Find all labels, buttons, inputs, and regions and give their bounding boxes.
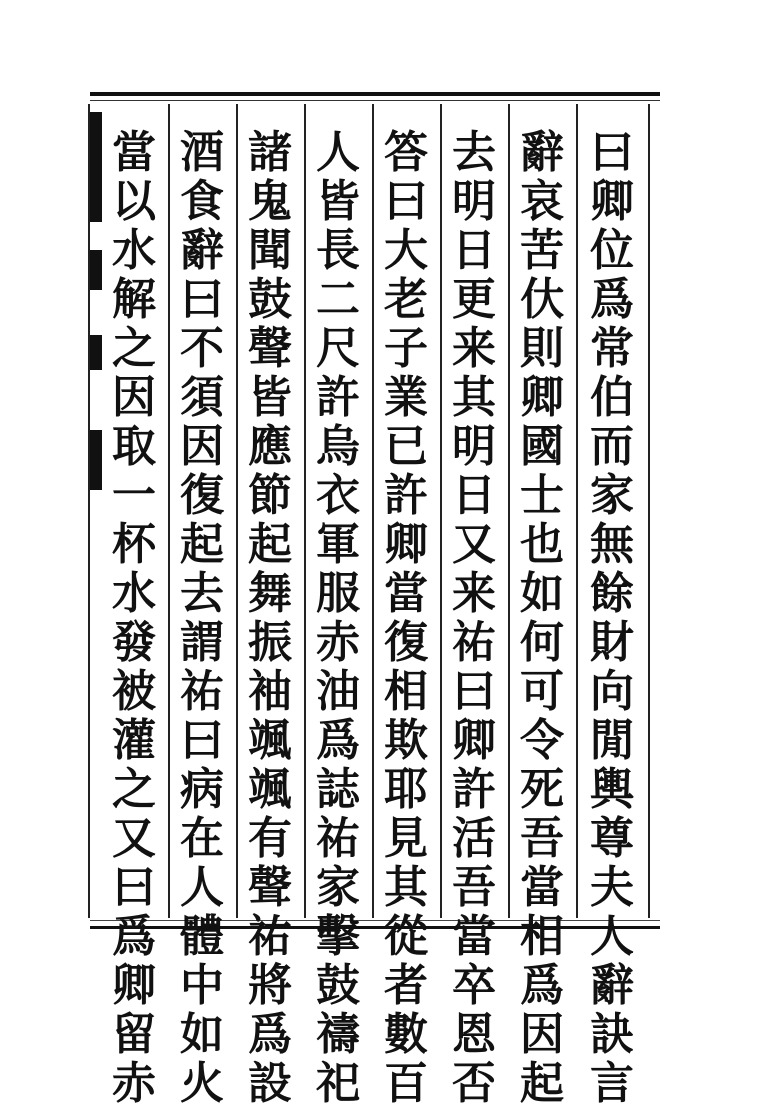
text-character: 曰 [180, 274, 224, 325]
text-character: 聞 [248, 225, 292, 276]
text-character: 有 [248, 813, 292, 864]
text-character: 擊 [316, 911, 360, 962]
top-border-thin-rule [90, 100, 660, 101]
text-character: 尊 [590, 813, 634, 864]
text-character: 皆 [248, 372, 292, 423]
gutter-mark [90, 335, 102, 370]
text-character: 卿 [520, 372, 564, 423]
gutter-mark [90, 112, 102, 222]
text-character: 因 [520, 1009, 564, 1060]
text-character: 者 [384, 960, 428, 1011]
text-character: 祐 [316, 813, 360, 864]
text-character: 死 [520, 764, 564, 815]
text-column-2 [512, 127, 572, 1109]
text-character: 卿 [452, 715, 496, 766]
text-character: 相 [384, 666, 428, 717]
text-character: 曰 [112, 862, 156, 913]
text-character: 振 [248, 617, 292, 668]
text-character: 又 [452, 519, 496, 570]
text-character: 辭 [180, 225, 224, 276]
text-character: 卿 [590, 176, 634, 227]
text-character: 設 [248, 1058, 292, 1109]
text-character: 復 [384, 617, 428, 668]
text-character: 爲 [590, 274, 634, 325]
text-character: 伯 [590, 372, 634, 423]
text-character: 業 [384, 372, 428, 423]
text-character: 一 [112, 470, 156, 521]
text-character: 閒 [590, 715, 634, 766]
text-character: 日 [452, 225, 496, 276]
text-character: 祐 [248, 911, 292, 962]
text-character: 颯 [248, 764, 292, 815]
text-character: 如 [520, 568, 564, 619]
text-column-7 [172, 127, 232, 1109]
text-character: 聲 [248, 323, 292, 374]
text-character: 訣 [590, 1009, 634, 1060]
text-column-1 [582, 127, 642, 1109]
text-character: 常 [590, 323, 634, 374]
text-character: 因 [180, 421, 224, 472]
text-character: 食 [180, 176, 224, 227]
text-character: 而 [590, 421, 634, 472]
text-character: 人 [180, 862, 224, 913]
text-character: 起 [248, 519, 292, 570]
text-character: 吾 [452, 862, 496, 913]
text-character: 須 [180, 372, 224, 423]
text-character: 當 [112, 127, 156, 178]
text-character: 老 [384, 274, 428, 325]
gutter-mark [90, 430, 102, 490]
text-character: 夫 [590, 862, 634, 913]
text-character: 火 [180, 1058, 224, 1109]
text-character: 祐 [452, 617, 496, 668]
text-character: 令 [520, 715, 564, 766]
text-character: 也 [520, 519, 564, 570]
text-character: 吾 [520, 813, 564, 864]
text-character: 應 [248, 421, 292, 472]
text-character: 取 [112, 421, 156, 472]
top-border-rule [90, 92, 660, 96]
text-character: 舞 [248, 568, 292, 619]
text-character: 解 [112, 274, 156, 325]
text-character: 因 [112, 372, 156, 423]
text-character: 爲 [112, 911, 156, 962]
text-character: 之 [112, 764, 156, 815]
text-character: 水 [112, 225, 156, 276]
text-column-8 [104, 127, 164, 1109]
text-character: 禱 [316, 1009, 360, 1060]
text-character: 人 [316, 127, 360, 178]
column-divider [168, 104, 170, 918]
text-character: 活 [452, 813, 496, 864]
text-character: 恩 [452, 1009, 496, 1060]
text-character: 去 [452, 127, 496, 178]
text-character: 不 [180, 323, 224, 374]
text-character: 體 [180, 911, 224, 962]
text-character: 耶 [384, 764, 428, 815]
text-character: 則 [520, 323, 564, 374]
text-character: 軍 [316, 519, 360, 570]
text-character: 當 [384, 568, 428, 619]
text-character: 祀 [316, 1058, 360, 1109]
column-divider [304, 104, 306, 918]
text-character: 爲 [316, 715, 360, 766]
text-character: 袖 [248, 666, 292, 717]
text-character: 相 [520, 911, 564, 962]
text-character: 杯 [112, 519, 156, 570]
text-character: 赤 [112, 1058, 156, 1109]
text-character: 服 [316, 568, 360, 619]
text-character: 謂 [180, 617, 224, 668]
text-character: 言 [590, 1058, 634, 1109]
text-character: 来 [452, 323, 496, 374]
text-character: 家 [316, 862, 360, 913]
text-character: 病 [180, 764, 224, 815]
text-character: 何 [520, 617, 564, 668]
text-character: 諸 [248, 127, 292, 178]
text-character: 從 [384, 911, 428, 962]
text-character: 卿 [112, 960, 156, 1011]
text-character: 去 [180, 568, 224, 619]
text-character: 見 [384, 813, 428, 864]
text-character: 苦 [520, 225, 564, 276]
text-character: 當 [452, 911, 496, 962]
text-character: 百 [384, 1058, 428, 1109]
text-character: 来 [452, 568, 496, 619]
text-character: 餘 [590, 568, 634, 619]
text-character: 烏 [316, 421, 360, 472]
text-character: 數 [384, 1009, 428, 1060]
text-character: 曰 [452, 666, 496, 717]
text-character: 已 [384, 421, 428, 472]
text-character: 起 [180, 519, 224, 570]
text-character: 油 [316, 666, 360, 717]
text-character: 其 [384, 862, 428, 913]
text-character: 無 [590, 519, 634, 570]
text-character: 聲 [248, 862, 292, 913]
text-character: 又 [112, 813, 156, 864]
text-character: 鼓 [316, 960, 360, 1011]
text-character: 水 [112, 568, 156, 619]
text-character: 起 [520, 1058, 564, 1109]
text-character: 當 [520, 862, 564, 913]
column-divider [440, 104, 442, 918]
text-character: 曰 [180, 715, 224, 766]
text-character: 更 [452, 274, 496, 325]
text-character: 曰 [590, 127, 634, 178]
text-character: 輿 [590, 764, 634, 815]
text-character: 人 [590, 911, 634, 962]
text-character: 祐 [180, 666, 224, 717]
text-character: 爲 [248, 1009, 292, 1060]
text-character: 國 [520, 421, 564, 472]
text-character: 明 [452, 421, 496, 472]
text-character: 位 [590, 225, 634, 276]
text-character: 節 [248, 470, 292, 521]
text-character: 衣 [316, 470, 360, 521]
text-column-6 [240, 127, 300, 1109]
text-character: 許 [316, 372, 360, 423]
text-column-3 [444, 127, 504, 1109]
text-character: 欺 [384, 715, 428, 766]
text-character: 灌 [112, 715, 156, 766]
text-character: 家 [590, 470, 634, 521]
text-character: 財 [590, 617, 634, 668]
text-character: 明 [452, 176, 496, 227]
text-character: 卒 [452, 960, 496, 1011]
text-character: 颯 [248, 715, 292, 766]
text-character: 尺 [316, 323, 360, 374]
text-character: 二 [316, 274, 360, 325]
text-character: 皆 [316, 176, 360, 227]
text-character: 答 [384, 127, 428, 178]
text-character: 酒 [180, 127, 224, 178]
column-divider [648, 104, 650, 918]
text-character: 中 [180, 960, 224, 1011]
text-character: 士 [520, 470, 564, 521]
text-character: 許 [452, 764, 496, 815]
text-character: 長 [316, 225, 360, 276]
text-character: 日 [452, 470, 496, 521]
text-character: 將 [248, 960, 292, 1011]
column-divider [508, 104, 510, 918]
text-column-5 [308, 127, 368, 1109]
text-character: 否 [452, 1058, 496, 1109]
text-character: 在 [180, 813, 224, 864]
text-character: 卿 [384, 519, 428, 570]
text-character: 可 [520, 666, 564, 717]
text-character: 誌 [316, 764, 360, 815]
column-divider [236, 104, 238, 918]
text-character: 如 [180, 1009, 224, 1060]
text-column-4 [376, 127, 436, 1109]
text-character: 子 [384, 323, 428, 374]
text-character: 曰 [384, 176, 428, 227]
text-character: 復 [180, 470, 224, 521]
text-character: 爲 [520, 960, 564, 1011]
text-character: 之 [112, 323, 156, 374]
column-divider [576, 104, 578, 918]
text-character: 辭 [520, 127, 564, 178]
text-character: 鬼 [248, 176, 292, 227]
text-character: 哀 [520, 176, 564, 227]
text-character: 向 [590, 666, 634, 717]
gutter-mark [90, 250, 102, 290]
text-character: 鼓 [248, 274, 292, 325]
text-character: 被 [112, 666, 156, 717]
text-character: 㐲 [520, 274, 564, 325]
text-character: 辭 [590, 960, 634, 1011]
text-character: 發 [112, 617, 156, 668]
text-character: 留 [112, 1009, 156, 1060]
text-character: 許 [384, 470, 428, 521]
text-character: 赤 [316, 617, 360, 668]
text-character: 大 [384, 225, 428, 276]
text-character: 其 [452, 372, 496, 423]
text-character: 以 [112, 176, 156, 227]
column-divider [372, 104, 374, 918]
